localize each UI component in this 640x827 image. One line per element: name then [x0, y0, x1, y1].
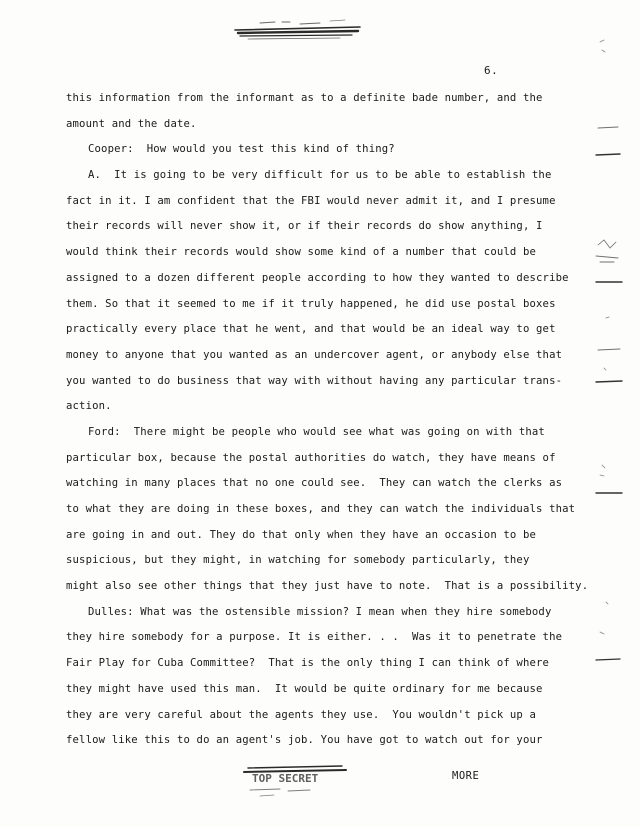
text-line: this information from the informant as to a definite bade number, and the	[66, 92, 543, 104]
text-line: action.	[66, 400, 112, 413]
text-line: they are very careful about the agents they use. You wouldn't pick up a	[66, 708, 537, 721]
classification-stamp-bottom	[240, 760, 350, 802]
margin-scan-marks	[590, 0, 630, 827]
text-line: money to anyone that you wanted as an undercover agent, or anybody else that	[66, 348, 563, 361]
text-line: they hire somebody for a purpose. It is either. . . Was it to penetrate the	[66, 631, 563, 644]
text-line: fact in it. I am confident that the FBI would never admit it, and I presume	[66, 194, 556, 207]
text-line: would think their records would show some kind of a number that could be	[66, 246, 537, 259]
text-line: might also see other things that they just have to note. That is a possibility.	[66, 580, 589, 593]
transcript-body	[66, 86, 589, 754]
continuation-marker: MORE	[452, 770, 480, 782]
text-line: watching in many places that no one could see. They can watch the clerks as	[66, 477, 563, 490]
text-line: they might have used this man. It would be quite ordinary for me because	[66, 682, 543, 695]
text-line: amount and the date.	[66, 117, 197, 130]
text-line: their records will never show it, or if their records do show anything, I	[66, 220, 543, 233]
text-line: are going in and out. They do that only when they have an occasion to be	[66, 528, 537, 541]
text-line: practically every place that he went, and that would be an ideal way to get	[66, 323, 556, 336]
text-line: Fair Play for Cuba Committee? That is the only thing I can think of where	[66, 657, 550, 670]
stamp-bottom-text: TOP SECRET	[252, 772, 319, 785]
text-line: to what they are doing in these boxes, and they can watch the individuals that	[66, 503, 576, 515]
text-line: Ford: There might be people who would see what was going on with that	[88, 425, 545, 438]
text-line: you wanted to do business that way with without having any particular trans-	[66, 374, 563, 387]
classification-stamp-top	[230, 16, 365, 46]
text-line: assigned to a dozen different people according to how they wanted to describe	[66, 271, 569, 284]
text-line: fellow like this to do an agent's job. You have got to watch out for your	[66, 734, 543, 747]
text-line: particular box, because the postal authorities do watch, they have means of	[66, 451, 556, 464]
page-number: 6.	[484, 64, 499, 77]
text-line: A. It is going to be very difficult for us to be able to establish the	[88, 169, 552, 182]
text-line: Dulles: What was the ostensible mission? I mean when they hire somebody	[88, 605, 552, 618]
text-line: them. So that it seemed to me if it truly happened, he did use postal boxes	[66, 297, 556, 310]
text-line: suspicious, but they might, in watching for somebody particularly, they	[66, 554, 530, 567]
text-line: Cooper: How would you test this kind of thing?	[88, 143, 395, 156]
